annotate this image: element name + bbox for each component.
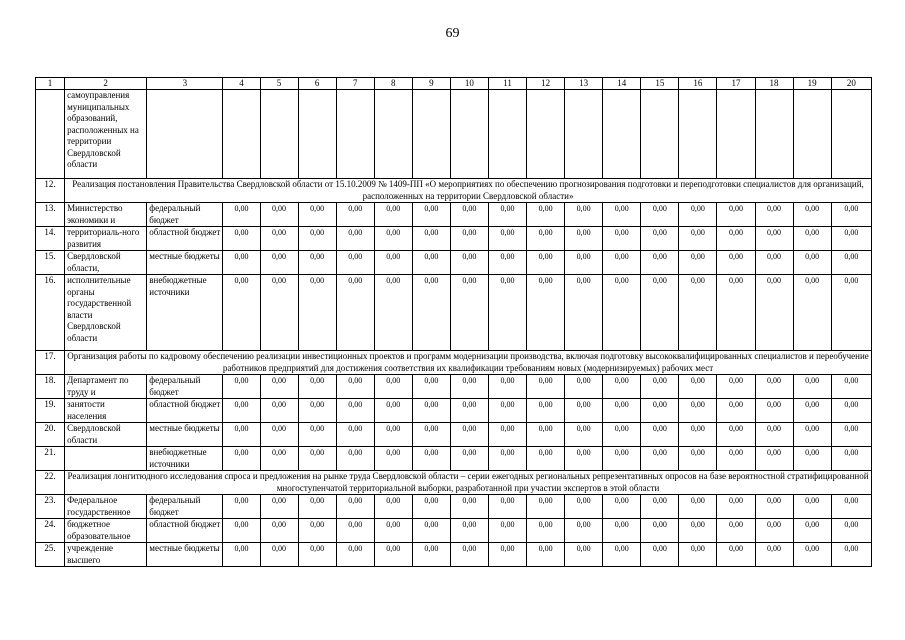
amount-cell: 0,00 — [755, 375, 793, 399]
row-number-cell: 18. — [36, 375, 65, 399]
section-title: Реализация постановления Правительства Свердловской области от 15.10.2009 № 1409-ПП «О мероприятиях по обеспечению прогнозирования подготовки и переподготовки специалистов для организаций, расположенных на территории Свердловской области» — [65, 179, 872, 203]
empty-cell — [298, 90, 336, 179]
header-cell: 19 — [793, 78, 831, 90]
amount-cell: 0,00 — [336, 275, 374, 351]
amount-cell: 0,00 — [679, 543, 717, 567]
amount-cell: 0,00 — [793, 399, 831, 423]
header-cell: 8 — [374, 78, 412, 90]
header-cell: 3 — [147, 78, 223, 90]
executor-cell: Свердловской области — [65, 423, 147, 447]
amount-cell: 0,00 — [527, 203, 565, 227]
amount-cell: 0,00 — [831, 375, 871, 399]
header-cell: 11 — [488, 78, 526, 90]
amount-cell: 0,00 — [298, 423, 336, 447]
amount-cell: 0,00 — [412, 251, 450, 275]
executor-cell: исполнительные органы государственной власти Свердловской области — [65, 275, 147, 351]
amount-cell: 0,00 — [488, 423, 526, 447]
row-number-cell: 21. — [36, 447, 65, 471]
amount-cell: 0,00 — [641, 495, 679, 519]
amount-cell: 0,00 — [527, 251, 565, 275]
amount-cell: 0,00 — [527, 423, 565, 447]
amount-cell: 0,00 — [717, 519, 755, 543]
header-cell: 20 — [831, 78, 871, 90]
amount-cell: 0,00 — [603, 275, 641, 351]
amount-cell: 0,00 — [260, 495, 298, 519]
amount-cell: 0,00 — [793, 251, 831, 275]
amount-cell: 0,00 — [793, 375, 831, 399]
empty-cell — [412, 90, 450, 179]
amount-cell: 0,00 — [450, 203, 488, 227]
amount-cell: 0,00 — [717, 375, 755, 399]
row-number-cell: 22. — [36, 471, 65, 495]
amount-cell: 0,00 — [412, 227, 450, 251]
section-row — [36, 471, 872, 495]
table-row — [36, 275, 872, 351]
amount-cell: 0,00 — [260, 543, 298, 567]
amount-cell: 0,00 — [223, 519, 260, 543]
amount-cell: 0,00 — [488, 227, 526, 251]
amount-cell: 0,00 — [336, 543, 374, 567]
amount-cell: 0,00 — [603, 203, 641, 227]
amount-cell: 0,00 — [412, 495, 450, 519]
amount-cell: 0,00 — [603, 447, 641, 471]
amount-cell: 0,00 — [298, 495, 336, 519]
amount-cell: 0,00 — [641, 375, 679, 399]
header-cell: 7 — [336, 78, 374, 90]
empty-cell — [147, 90, 223, 179]
header-cell: 1 — [36, 78, 65, 90]
amount-cell: 0,00 — [641, 399, 679, 423]
section-title: Организация работы по кадровому обеспечению реализации инвестиционных проектов и программ модернизации производства, включая подготовку высококвалифицированных специалистов и переобучение работников предприятий для достижения соответствия их квалификации требованиям новых (модернизируемых) рабочих мест — [65, 351, 872, 375]
amount-cell: 0,00 — [488, 447, 526, 471]
amount-cell: 0,00 — [793, 203, 831, 227]
amount-cell: 0,00 — [298, 519, 336, 543]
amount-cell: 0,00 — [336, 495, 374, 519]
amount-cell: 0,00 — [450, 495, 488, 519]
amount-cell: 0,00 — [412, 375, 450, 399]
amount-cell: 0,00 — [488, 251, 526, 275]
amount-cell: 0,00 — [527, 495, 565, 519]
amount-cell: 0,00 — [603, 495, 641, 519]
amount-cell: 0,00 — [336, 251, 374, 275]
amount-cell: 0,00 — [565, 275, 603, 351]
amount-cell: 0,00 — [260, 275, 298, 351]
empty-cell — [488, 90, 526, 179]
amount-cell: 0,00 — [374, 203, 412, 227]
amount-cell: 0,00 — [488, 375, 526, 399]
amount-cell: 0,00 — [603, 543, 641, 567]
amount-cell: 0,00 — [717, 203, 755, 227]
amount-cell: 0,00 — [450, 399, 488, 423]
amount-cell: 0,00 — [374, 399, 412, 423]
amount-cell: 0,00 — [717, 275, 755, 351]
amount-cell: 0,00 — [793, 495, 831, 519]
amount-cell: 0,00 — [412, 275, 450, 351]
row-number-cell: 17. — [36, 351, 65, 375]
table-row — [36, 203, 872, 227]
empty-cell — [755, 90, 793, 179]
amount-cell: 0,00 — [412, 543, 450, 567]
amount-cell: 0,00 — [565, 251, 603, 275]
amount-cell: 0,00 — [755, 519, 793, 543]
header-row — [36, 78, 872, 90]
empty-cell — [260, 90, 298, 179]
row-number-cell: 25. — [36, 543, 65, 567]
amount-cell: 0,00 — [223, 423, 260, 447]
amount-cell: 0,00 — [679, 519, 717, 543]
amount-cell: 0,00 — [336, 375, 374, 399]
amount-cell: 0,00 — [755, 495, 793, 519]
amount-cell: 0,00 — [374, 227, 412, 251]
amount-cell: 0,00 — [565, 543, 603, 567]
header-cell: 14 — [603, 78, 641, 90]
table-row — [36, 447, 872, 471]
amount-cell: 0,00 — [260, 519, 298, 543]
amount-cell: 0,00 — [298, 251, 336, 275]
amount-cell: 0,00 — [450, 423, 488, 447]
amount-cell: 0,00 — [793, 447, 831, 471]
amount-cell: 0,00 — [527, 375, 565, 399]
amount-cell: 0,00 — [223, 203, 260, 227]
amount-cell: 0,00 — [223, 375, 260, 399]
amount-cell: 0,00 — [603, 399, 641, 423]
funding-source-cell: местные бюджеты — [147, 543, 223, 567]
executor-cell: Федеральное государственное — [65, 495, 147, 519]
amount-cell: 0,00 — [831, 275, 871, 351]
amount-cell: 0,00 — [831, 227, 871, 251]
amount-cell: 0,00 — [755, 203, 793, 227]
amount-cell: 0,00 — [412, 447, 450, 471]
amount-cell: 0,00 — [336, 227, 374, 251]
amount-cell: 0,00 — [488, 399, 526, 423]
funding-source-cell: местные бюджеты — [147, 423, 223, 447]
amount-cell: 0,00 — [793, 227, 831, 251]
amount-cell: 0,00 — [336, 203, 374, 227]
amount-cell: 0,00 — [298, 447, 336, 471]
amount-cell: 0,00 — [755, 543, 793, 567]
amount-cell: 0,00 — [641, 227, 679, 251]
table-row — [36, 495, 872, 519]
amount-cell: 0,00 — [298, 399, 336, 423]
amount-cell: 0,00 — [565, 203, 603, 227]
executor-cell — [65, 447, 147, 471]
amount-cell: 0,00 — [298, 543, 336, 567]
funding-source-cell: федеральный бюджет — [147, 375, 223, 399]
amount-cell: 0,00 — [488, 495, 526, 519]
amount-cell: 0,00 — [223, 447, 260, 471]
amount-cell: 0,00 — [831, 203, 871, 227]
row-number-cell: 23. — [36, 495, 65, 519]
funding-source-cell: местные бюджеты — [147, 251, 223, 275]
table-row — [36, 251, 872, 275]
amount-cell: 0,00 — [641, 447, 679, 471]
header-cell: 12 — [527, 78, 565, 90]
amount-cell: 0,00 — [679, 251, 717, 275]
empty-cell — [831, 90, 871, 179]
header-cell: 16 — [679, 78, 717, 90]
amount-cell: 0,00 — [527, 275, 565, 351]
amount-cell: 0,00 — [603, 519, 641, 543]
amount-cell: 0,00 — [565, 375, 603, 399]
amount-cell: 0,00 — [679, 227, 717, 251]
row-number-cell: 13. — [36, 203, 65, 227]
executor-cell: Свердловской области, — [65, 251, 147, 275]
amount-cell: 0,00 — [755, 399, 793, 423]
amount-cell: 0,00 — [374, 251, 412, 275]
amount-cell: 0,00 — [336, 423, 374, 447]
amount-cell: 0,00 — [374, 519, 412, 543]
amount-cell: 0,00 — [565, 399, 603, 423]
amount-cell: 0,00 — [260, 399, 298, 423]
amount-cell: 0,00 — [565, 495, 603, 519]
amount-cell: 0,00 — [450, 227, 488, 251]
amount-cell: 0,00 — [374, 423, 412, 447]
row-number-cell: 15. — [36, 251, 65, 275]
empty-cell — [450, 90, 488, 179]
amount-cell: 0,00 — [603, 375, 641, 399]
amount-cell: 0,00 — [527, 543, 565, 567]
amount-cell: 0,00 — [717, 227, 755, 251]
empty-cell — [565, 90, 603, 179]
amount-cell: 0,00 — [374, 495, 412, 519]
amount-cell: 0,00 — [641, 423, 679, 447]
row-number-cell: 20. — [36, 423, 65, 447]
amount-cell: 0,00 — [260, 251, 298, 275]
amount-cell: 0,00 — [450, 447, 488, 471]
amount-cell: 0,00 — [793, 543, 831, 567]
amount-cell: 0,00 — [488, 203, 526, 227]
amount-cell: 0,00 — [641, 275, 679, 351]
amount-cell: 0,00 — [336, 519, 374, 543]
funding-source-cell: внебюджетные источники — [147, 275, 223, 351]
amount-cell: 0,00 — [717, 399, 755, 423]
amount-cell: 0,00 — [450, 543, 488, 567]
table-row — [36, 227, 872, 251]
amount-cell: 0,00 — [793, 423, 831, 447]
amount-cell: 0,00 — [374, 447, 412, 471]
amount-cell: 0,00 — [755, 251, 793, 275]
row-number-cell: 12. — [36, 179, 65, 203]
amount-cell: 0,00 — [488, 543, 526, 567]
amount-cell: 0,00 — [527, 227, 565, 251]
amount-cell: 0,00 — [488, 275, 526, 351]
funding-source-cell: областной бюджет — [147, 399, 223, 423]
amount-cell: 0,00 — [831, 519, 871, 543]
amount-cell: 0,00 — [641, 203, 679, 227]
amount-cell: 0,00 — [679, 375, 717, 399]
table-row — [36, 375, 872, 399]
amount-cell: 0,00 — [260, 227, 298, 251]
header-cell: 10 — [450, 78, 488, 90]
amount-cell: 0,00 — [641, 543, 679, 567]
empty-cell — [603, 90, 641, 179]
budget-table — [35, 77, 872, 567]
funding-source-cell: областной бюджет — [147, 519, 223, 543]
empty-cell — [374, 90, 412, 179]
section-row — [36, 351, 872, 375]
amount-cell: 0,00 — [223, 543, 260, 567]
page-number: 69 — [445, 26, 460, 41]
amount-cell: 0,00 — [679, 495, 717, 519]
amount-cell: 0,00 — [298, 227, 336, 251]
empty-cell — [641, 90, 679, 179]
amount-cell: 0,00 — [641, 251, 679, 275]
table-row — [36, 399, 872, 423]
amount-cell: 0,00 — [603, 251, 641, 275]
amount-cell: 0,00 — [831, 399, 871, 423]
amount-cell: 0,00 — [223, 227, 260, 251]
amount-cell: 0,00 — [450, 375, 488, 399]
amount-cell: 0,00 — [755, 275, 793, 351]
amount-cell: 0,00 — [831, 495, 871, 519]
executor-cell: Министерство экономики и — [65, 203, 147, 227]
row-number-cell — [36, 90, 65, 179]
amount-cell: 0,00 — [679, 399, 717, 423]
amount-cell: 0,00 — [793, 519, 831, 543]
header-cell: 5 — [260, 78, 298, 90]
header-cell: 13 — [565, 78, 603, 90]
row-number-cell: 14. — [36, 227, 65, 251]
executor-cell: территориаль-ного развития — [65, 227, 147, 251]
amount-cell: 0,00 — [717, 495, 755, 519]
amount-cell: 0,00 — [527, 399, 565, 423]
empty-cell — [223, 90, 260, 179]
amount-cell: 0,00 — [450, 519, 488, 543]
amount-cell: 0,00 — [565, 447, 603, 471]
amount-cell: 0,00 — [717, 447, 755, 471]
table-row — [36, 519, 872, 543]
amount-cell: 0,00 — [260, 375, 298, 399]
amount-cell: 0,00 — [679, 423, 717, 447]
empty-cell — [679, 90, 717, 179]
amount-cell: 0,00 — [336, 447, 374, 471]
executor-cell: бюджетное образовательное — [65, 519, 147, 543]
amount-cell: 0,00 — [298, 275, 336, 351]
amount-cell: 0,00 — [755, 227, 793, 251]
amount-cell: 0,00 — [412, 519, 450, 543]
amount-cell: 0,00 — [755, 447, 793, 471]
amount-cell: 0,00 — [755, 423, 793, 447]
funding-source-cell: внебюджетные источники — [147, 447, 223, 471]
amount-cell: 0,00 — [374, 543, 412, 567]
executor-cell: учреждение высшего — [65, 543, 147, 567]
section-title: Реализация лонгитюдного исследования спроса и предложения на рынке труда Свердловской области – серии ежегодных региональных репрезентативных опросов на базе вероятностной стратифицированной многоступенчатой территориальной выборки, разработанной при участии экспертов в этой области — [65, 471, 872, 495]
header-cell: 15 — [641, 78, 679, 90]
amount-cell: 0,00 — [488, 519, 526, 543]
amount-cell: 0,00 — [831, 447, 871, 471]
executor-cell: Департамент по труду и — [65, 375, 147, 399]
table-row — [36, 423, 872, 447]
amount-cell: 0,00 — [831, 423, 871, 447]
row-number-cell: 24. — [36, 519, 65, 543]
header-cell: 9 — [412, 78, 450, 90]
row-number-cell: 16. — [36, 275, 65, 351]
funding-source-cell: областной бюджет — [147, 227, 223, 251]
table-row — [36, 90, 872, 179]
section-row — [36, 179, 872, 203]
amount-cell: 0,00 — [412, 423, 450, 447]
amount-cell: 0,00 — [831, 543, 871, 567]
funding-source-cell: федеральный бюджет — [147, 203, 223, 227]
funding-source-cell: федеральный бюджет — [147, 495, 223, 519]
amount-cell: 0,00 — [793, 275, 831, 351]
amount-cell: 0,00 — [298, 203, 336, 227]
amount-cell: 0,00 — [679, 203, 717, 227]
amount-cell: 0,00 — [603, 423, 641, 447]
amount-cell: 0,00 — [679, 447, 717, 471]
header-cell: 2 — [65, 78, 147, 90]
amount-cell: 0,00 — [374, 375, 412, 399]
amount-cell: 0,00 — [679, 275, 717, 351]
amount-cell: 0,00 — [527, 447, 565, 471]
amount-cell: 0,00 — [527, 519, 565, 543]
amount-cell: 0,00 — [412, 203, 450, 227]
amount-cell: 0,00 — [603, 227, 641, 251]
amount-cell: 0,00 — [374, 275, 412, 351]
empty-cell — [336, 90, 374, 179]
amount-cell: 0,00 — [260, 447, 298, 471]
amount-cell: 0,00 — [298, 375, 336, 399]
amount-cell: 0,00 — [641, 519, 679, 543]
amount-cell: 0,00 — [831, 251, 871, 275]
executor-cell: занятости населения — [65, 399, 147, 423]
empty-cell — [793, 90, 831, 179]
amount-cell: 0,00 — [336, 399, 374, 423]
empty-cell — [717, 90, 755, 179]
table-row — [36, 543, 872, 567]
executor-cell: самоуправления муниципальных образований, расположенных на территории Свердловской области — [65, 90, 147, 179]
amount-cell: 0,00 — [260, 423, 298, 447]
amount-cell: 0,00 — [565, 519, 603, 543]
amount-cell: 0,00 — [223, 251, 260, 275]
amount-cell: 0,00 — [717, 543, 755, 567]
amount-cell: 0,00 — [412, 399, 450, 423]
header-cell: 4 — [223, 78, 260, 90]
row-number-cell: 19. — [36, 399, 65, 423]
amount-cell: 0,00 — [717, 251, 755, 275]
amount-cell: 0,00 — [260, 203, 298, 227]
amount-cell: 0,00 — [565, 423, 603, 447]
amount-cell: 0,00 — [450, 275, 488, 351]
amount-cell: 0,00 — [717, 423, 755, 447]
amount-cell: 0,00 — [223, 399, 260, 423]
header-cell: 18 — [755, 78, 793, 90]
header-cell: 17 — [717, 78, 755, 90]
amount-cell: 0,00 — [223, 275, 260, 351]
amount-cell: 0,00 — [450, 251, 488, 275]
empty-cell — [527, 90, 565, 179]
amount-cell: 0,00 — [223, 495, 260, 519]
amount-cell: 0,00 — [565, 227, 603, 251]
header-cell: 6 — [298, 78, 336, 90]
